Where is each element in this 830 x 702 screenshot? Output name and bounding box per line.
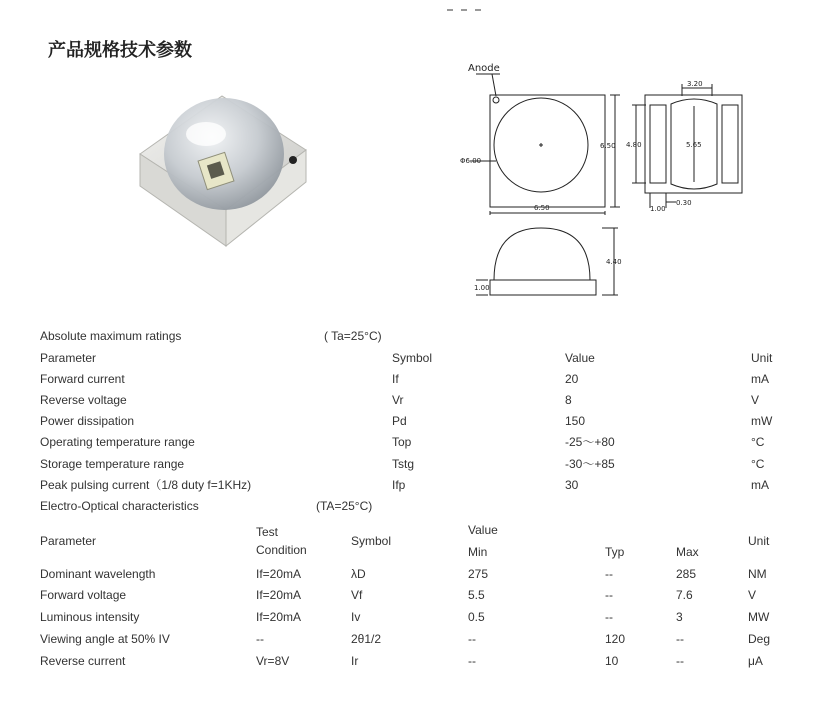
value-cell: 150 — [565, 414, 586, 428]
abs-max-heading-row — [0, 328, 830, 346]
symbol-cell: Top — [392, 435, 412, 449]
col-symbol: Symbol — [392, 351, 433, 365]
table-row — [0, 477, 830, 495]
min-cell: 5.5 — [468, 588, 485, 602]
max-cell: -- — [676, 654, 684, 668]
abs-max-condition: ( Ta=25°C) — [324, 329, 382, 343]
led-product-photo — [130, 82, 330, 252]
min-cell: -- — [468, 654, 476, 668]
unit-cell: NM — [748, 567, 767, 581]
typ-cell: 10 — [605, 654, 619, 668]
lens-diameter-label: Φ6.00 — [460, 157, 482, 165]
unit-cell: mA — [751, 478, 769, 492]
condition-cell: If=20mA — [256, 567, 302, 581]
parameter-cell: Peak pulsing current（1/8 duty f=1KHz) — [40, 478, 252, 492]
unit-cell: °C — [751, 457, 765, 471]
symbol-cell: 2θ1/2 — [351, 632, 382, 646]
value-cell: 20 — [565, 372, 579, 386]
typ-cell: -- — [605, 588, 613, 602]
condition-cell: If=20mA — [256, 588, 302, 602]
max-cell: 285 — [676, 567, 697, 581]
unit-cell: °C — [751, 435, 765, 449]
parameter-cell: Reverse voltage — [40, 393, 127, 407]
max-cell: -- — [676, 632, 684, 646]
parameter-cell: Reverse current — [40, 654, 126, 668]
table-row — [0, 587, 830, 605]
unit-cell: MW — [748, 610, 770, 624]
typ-cell: -- — [605, 567, 613, 581]
symbol-cell: Ifp — [392, 478, 406, 492]
typ-cell: 120 — [605, 632, 626, 646]
col-unit: Unit — [751, 351, 773, 365]
col-typ: Typ — [605, 545, 625, 559]
col-min: Min — [468, 545, 488, 559]
col-parameter: Parameter — [40, 351, 97, 365]
base-label: 1.00 — [474, 284, 490, 292]
side-b1-label: 1.00 — [650, 205, 666, 213]
value-cell: -25～+80 — [565, 435, 615, 449]
parameter-cell: Dominant wavelength — [40, 567, 156, 581]
table-row — [0, 413, 830, 431]
side-center-label: 5.65 — [686, 141, 702, 149]
symbol-cell: Vr — [392, 393, 404, 407]
symbol-cell: λD — [351, 567, 366, 581]
value-cell: 8 — [565, 393, 572, 407]
height-label: 4.40 — [606, 258, 622, 266]
parameter-cell: Power dissipation — [40, 414, 135, 428]
col-unit: Unit — [748, 534, 770, 548]
side-left-label: 4.80 — [626, 141, 642, 149]
body-height-label: 6.50 — [600, 142, 616, 150]
body-width-label: 6.50 — [534, 204, 550, 212]
condition-cell: -- — [256, 632, 264, 646]
table-row — [0, 609, 830, 627]
dimension-drawing — [440, 58, 760, 308]
condition-cell: Vr=8V — [256, 654, 290, 668]
symbol-cell: Pd — [392, 414, 407, 428]
anode-label: Anode — [468, 63, 500, 74]
table-row — [0, 434, 830, 452]
value-cell: -30～+85 — [565, 457, 615, 471]
side-b2-label: 0.30 — [676, 199, 692, 207]
col-test: Test — [256, 525, 279, 539]
table-row — [0, 653, 830, 671]
abs-max-heading: Absolute maximum ratings — [40, 329, 182, 343]
unit-cell: mW — [751, 414, 773, 428]
unit-cell: μA — [748, 654, 763, 668]
parameter-cell: Operating temperature range — [40, 435, 195, 449]
table-row — [0, 392, 830, 410]
parameter-cell: Viewing angle at 50% IV — [40, 632, 170, 646]
symbol-cell: Vf — [351, 588, 363, 602]
condition-cell: If=20mA — [256, 610, 302, 624]
min-cell: 0.5 — [468, 610, 485, 624]
value-cell: 30 — [565, 478, 579, 492]
symbol-cell: Iv — [351, 610, 361, 624]
unit-cell: V — [748, 588, 757, 602]
symbol-cell: Ir — [351, 654, 359, 668]
unit-cell: V — [751, 393, 760, 407]
table-row — [0, 631, 830, 649]
eo-header-row — [0, 522, 830, 562]
table-row — [0, 456, 830, 474]
symbol-cell: Tstg — [392, 457, 415, 471]
col-parameter: Parameter — [40, 534, 97, 548]
parameter-cell: Forward voltage — [40, 588, 127, 602]
max-cell: 3 — [676, 610, 683, 624]
eo-heading-row — [0, 498, 830, 516]
symbol-cell: If — [392, 372, 399, 386]
table-row — [0, 566, 830, 584]
col-value: Value — [565, 351, 595, 365]
eo-condition: (TA=25°C) — [316, 499, 373, 513]
min-cell: -- — [468, 632, 476, 646]
parameter-cell: Luminous intensity — [40, 610, 140, 624]
col-value: Value — [468, 523, 498, 537]
parameter-cell: Storage temperature range — [40, 457, 185, 471]
typ-cell: -- — [605, 610, 613, 624]
max-cell: 7.6 — [676, 588, 693, 602]
unit-cell: mA — [751, 372, 769, 386]
unit-cell: Deg — [748, 632, 771, 646]
min-cell: 275 — [468, 567, 489, 581]
page-title: 产品规格技术参数 — [48, 40, 192, 61]
eo-heading: Electro-Optical characteristics — [40, 499, 199, 513]
side-top-label: 3.20 — [687, 80, 703, 88]
top-divider — [447, 0, 507, 2]
table-row — [0, 371, 830, 389]
col-max: Max — [676, 545, 699, 559]
col-condition: Condition — [256, 543, 307, 557]
col-symbol: Symbol — [351, 534, 392, 548]
parameter-cell: Forward current — [40, 372, 125, 386]
abs-max-header-row — [0, 350, 830, 368]
